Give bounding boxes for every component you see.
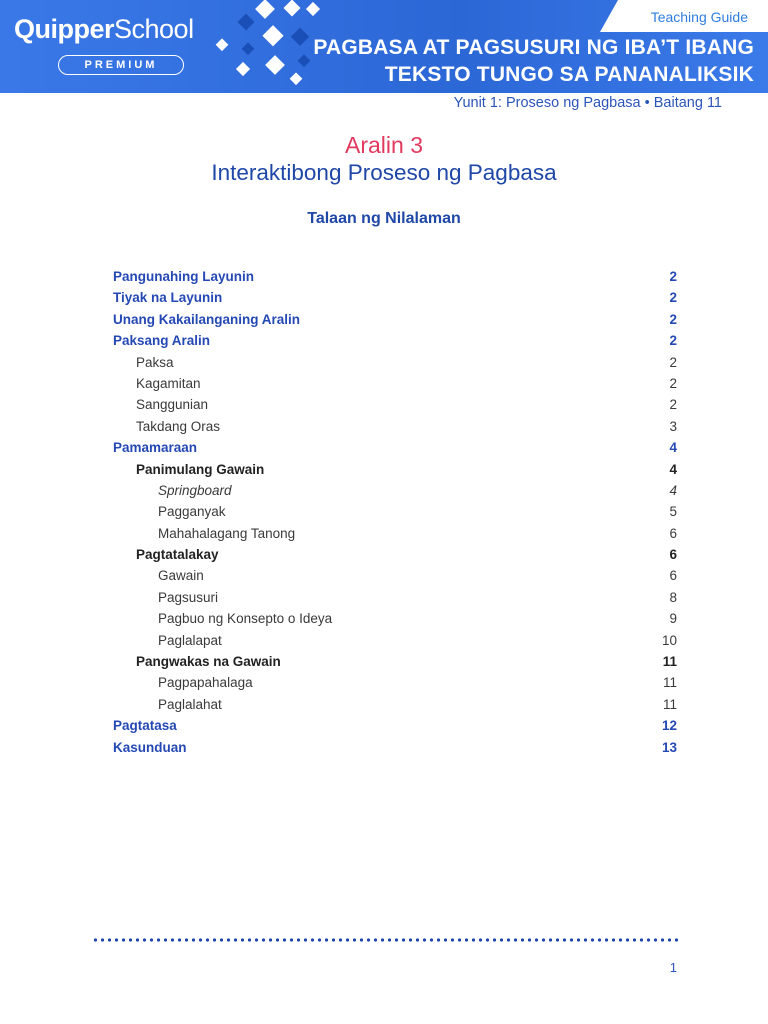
toc-entry-page: 2 <box>669 354 677 370</box>
brand-name-school: School <box>114 14 194 44</box>
toc-entry-label: Pagtatasa <box>113 718 177 734</box>
toc-entry[interactable] <box>0 565 768 586</box>
toc-entry[interactable] <box>0 630 768 651</box>
toc-entry-page: 2 <box>669 333 677 349</box>
toc-entry-label: Pagganyak <box>158 504 226 520</box>
toc-entry[interactable] <box>0 394 768 415</box>
toc-entry-page: 6 <box>669 568 677 584</box>
header-banner <box>0 0 768 93</box>
toc-entry-label: Takdang Oras <box>136 418 221 434</box>
toc-entry-page: 11 <box>662 675 677 691</box>
toc-entry-label: Tiyak na Layunin <box>113 290 223 306</box>
toc-entry[interactable] <box>0 544 768 565</box>
toc-entry-page: 2 <box>669 375 677 391</box>
toc-entry[interactable] <box>0 608 768 629</box>
toc-entry[interactable] <box>0 352 768 373</box>
toc-entry[interactable] <box>0 330 768 351</box>
unit-grade-line: Yunit 1: Proseso ng Pagbasa • Baitang 11 <box>453 95 722 111</box>
toc-entry-label: Pagbuo ng Konsepto o Ideya <box>158 611 333 627</box>
toc-entry-page: 11 <box>662 654 677 670</box>
brand-name-quipper: Quipper <box>14 14 115 44</box>
toc-entry-label: Pangwakas na Gawain <box>136 654 281 670</box>
toc-entry-page: 5 <box>669 504 677 520</box>
toc-entry-page: 4 <box>669 440 677 456</box>
toc-entry[interactable] <box>0 437 768 458</box>
toc-entry-label: Paksang Aralin <box>113 333 211 349</box>
toc-entry[interactable] <box>0 651 768 672</box>
toc-entry-page: 11 <box>662 696 677 712</box>
toc-entry-page: 2 <box>669 397 677 413</box>
toc-entry[interactable] <box>0 672 768 693</box>
toc-entry-page: 6 <box>669 525 677 541</box>
toc-entry-label: Gawain <box>158 568 204 584</box>
teaching-guide-label: Teaching Guide <box>647 9 752 25</box>
toc-entry[interactable] <box>0 373 768 394</box>
toc-entry-label: Paglalapat <box>158 632 222 648</box>
brand-logo <box>14 14 194 45</box>
subject-title-line1: PAGBASA AT PAGSUSURI NG IBA’T IBANG <box>313 36 754 59</box>
toc-entry-page: 10 <box>661 632 677 648</box>
toc-entry-page: 6 <box>669 547 677 563</box>
subject-title <box>313 34 754 88</box>
toc-entry-label: Paglalahat <box>158 696 222 712</box>
toc-entry-label: Panimulang Gawain <box>136 461 265 477</box>
premium-badge: PREMIUM <box>58 55 184 75</box>
toc-entry-label: Pagsusuri <box>158 589 219 605</box>
toc-entry[interactable] <box>0 480 768 501</box>
toc-entry[interactable] <box>0 737 768 758</box>
toc-entry-page: 8 <box>669 589 677 605</box>
toc-entry-page: 2 <box>669 290 677 306</box>
toc-entry-label: Kasunduan <box>113 739 187 755</box>
toc-entry[interactable] <box>0 309 768 330</box>
toc-entry[interactable] <box>0 459 768 480</box>
toc-entry[interactable] <box>0 715 768 736</box>
toc-entry-label: Unang Kakailanganing Aralin <box>113 311 301 327</box>
toc-entry-label: Pangunahing Layunin <box>113 269 254 284</box>
toc-entry-label: Springboard <box>158 482 232 498</box>
toc-entry[interactable] <box>0 287 768 308</box>
toc-entry-label: Sanggunian <box>136 397 209 413</box>
toc-entry-page: 12 <box>661 718 677 734</box>
toc-entry-page: 13 <box>661 739 677 755</box>
diamond-pattern-icon <box>210 0 330 93</box>
table-of-contents <box>0 266 768 758</box>
page-number: 1 <box>669 960 677 975</box>
toc-entry[interactable] <box>0 523 768 544</box>
subject-title-line2: TEKSTO TUNGO SA PANANALIKSIK <box>384 63 754 86</box>
toc-entry-label: Pagtatalakay <box>136 547 219 563</box>
toc-heading: Talaan ng Nilalaman <box>307 210 461 227</box>
toc-entry[interactable] <box>0 266 768 287</box>
toc-entry-label: Kagamitan <box>136 375 201 391</box>
toc-entry-page: 4 <box>669 482 677 498</box>
toc-entry-page: 3 <box>669 418 677 434</box>
lesson-number: Aralin 3 <box>345 132 423 158</box>
toc-entry-page: 2 <box>669 269 677 284</box>
toc-entry-label: Paksa <box>136 354 174 370</box>
toc-entry[interactable] <box>0 694 768 715</box>
toc-entry[interactable] <box>0 416 768 437</box>
lesson-title: Interaktibong Proseso ng Pagbasa <box>211 160 557 185</box>
dotted-divider <box>92 938 680 942</box>
toc-entry-page: 9 <box>669 611 677 627</box>
toc-entry-page: 2 <box>669 311 677 327</box>
toc-entry-label: Mahahalagang Tanong <box>158 525 296 541</box>
toc-entry-page: 4 <box>669 461 677 477</box>
toc-entry-label: Pagpapahalaga <box>158 675 253 691</box>
toc-entry[interactable] <box>0 587 768 608</box>
toc-entry[interactable] <box>0 501 768 522</box>
toc-entry-label: Pamamaraan <box>113 440 198 456</box>
